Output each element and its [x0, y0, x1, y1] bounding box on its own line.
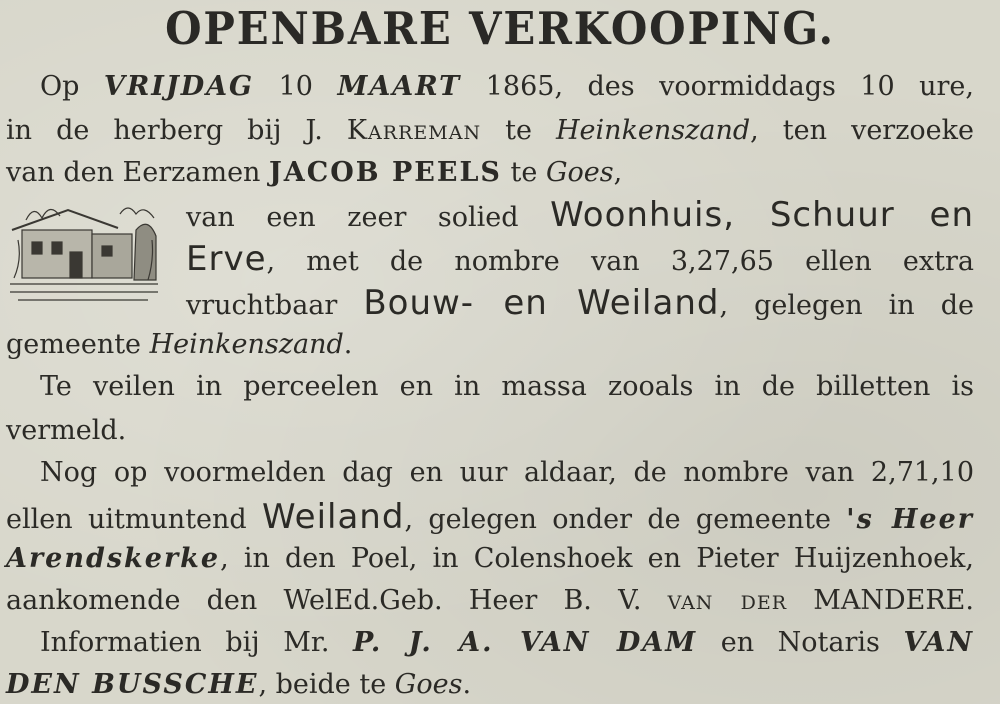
text-line-5: Erve, met de nombre van 3,27,65 ellen extra: [186, 239, 974, 279]
text-line-13: aankomende den WelEd.Geb. Heer B. V. van der MANDERE.: [6, 585, 974, 616]
text-line-2: in de herberg bij J. Karreman te Heinkenszand, ten verzoeke: [6, 115, 974, 146]
text-line-4: van een zeer solied Woonhuis, Schuur en: [186, 195, 975, 235]
text-line-10: Nog op voormelden dag en uur aldaar, de nombre van 2,71,10: [40, 457, 974, 488]
headline: OPENBARE VERKOOPING.: [165, 2, 835, 55]
text-line-14: Informatien bij Mr. P. J. A. VAN DAM en Notaris VAN: [40, 627, 974, 658]
text-line-8: Te veilen in perceelen en in massa zooals in de billetten is: [40, 371, 974, 402]
house-vignette-icon: [8, 200, 160, 304]
text-line-3: van den Eerzamen JACOB PEELS te Goes,: [6, 157, 623, 188]
text-line-6: vruchtbaar Bouw- en Weiland, gelegen in de: [186, 283, 974, 323]
text-line-11: ellen uitmuntend Weiland, gelegen onder de gemeente 's Heer: [6, 497, 974, 537]
text-line-12: Arendskerke, in den Poel, in Colenshoek en Pieter Huijzenhoek,: [6, 543, 974, 574]
text-line-15: DEN BUSSCHE, beide te Goes.: [6, 669, 472, 700]
text-line-7: gemeente Heinkenszand.: [6, 329, 353, 360]
text-line-1: Op VRIJDAG 10 MAART 1865, des voormiddags 10 ure,: [40, 71, 974, 102]
text-line-9: vermeld.: [6, 415, 127, 446]
